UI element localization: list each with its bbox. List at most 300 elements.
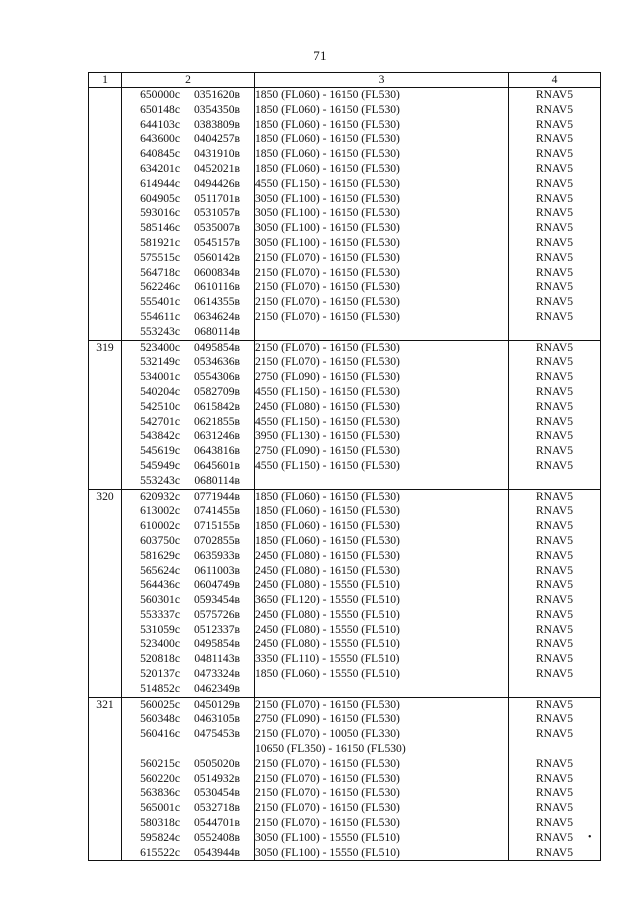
- navigation-spec-cell: RNAV5: [509, 340, 601, 355]
- latitude: 585146с: [140, 221, 180, 235]
- longitude: 0552408в: [193, 830, 240, 844]
- navigation-spec-cell: RNAV5: [509, 266, 601, 281]
- longitude: 0535007в: [193, 221, 240, 235]
- table-row: [89, 608, 601, 623]
- flight-levels-cell: 1850 (FL060) - 16150 (FL530): [255, 132, 509, 147]
- navigation-spec-cell: RNAV5: [509, 221, 601, 236]
- coordinates-cell: [122, 578, 255, 593]
- column-header-2: 2: [122, 73, 255, 88]
- table-row: [89, 370, 601, 385]
- flight-levels-cell: 2150 (FL070) - 16150 (FL530): [255, 786, 509, 801]
- route-number-cell: [89, 162, 122, 177]
- flight-levels-cell: 2150 (FL070) - 16150 (FL530): [255, 697, 509, 712]
- longitude: 0514932в: [193, 771, 240, 785]
- flight-levels-cell: 2150 (FL070) - 10050 (FL330): [255, 727, 509, 742]
- flight-levels-cell: 2450 (FL080) - 15550 (FL510): [255, 578, 509, 593]
- route-number-cell: 320: [89, 489, 122, 504]
- flight-levels-cell: 3050 (FL100) - 16150 (FL530): [255, 206, 509, 221]
- table-row: [89, 816, 601, 831]
- latitude: 610002с: [140, 519, 180, 533]
- table-row: [89, 667, 601, 682]
- latitude: 555401с: [140, 295, 180, 309]
- table-row: [89, 88, 601, 103]
- latitude: 560301с: [140, 593, 180, 607]
- navigation-spec-cell: RNAV5: [509, 385, 601, 400]
- flight-levels-cell: 2150 (FL070) - 16150 (FL530): [255, 772, 509, 787]
- table-row: [89, 310, 601, 325]
- table-row: [89, 266, 601, 281]
- flight-levels-cell: 2150 (FL070) - 16150 (FL530): [255, 355, 509, 370]
- route-number-cell: [89, 325, 122, 340]
- coordinates-cell: [122, 444, 255, 459]
- route-number-cell: [89, 742, 122, 757]
- flight-levels-cell: 4550 (FL150) - 16150 (FL530): [255, 177, 509, 192]
- flight-levels-cell: 1850 (FL060) - 16150 (FL530): [255, 519, 509, 534]
- route-number-cell: [89, 831, 122, 846]
- flight-levels-cell: 4550 (FL150) - 16150 (FL530): [255, 415, 509, 430]
- navigation-spec-cell: [509, 742, 601, 757]
- route-number-cell: [89, 310, 122, 325]
- table-body: [89, 88, 601, 861]
- flight-levels-cell: 2750 (FL090) - 16150 (FL530): [255, 444, 509, 459]
- longitude: 0452021в: [193, 161, 240, 175]
- longitude: 0495854в: [193, 637, 240, 651]
- flight-levels-cell: 2150 (FL070) - 16150 (FL530): [255, 816, 509, 831]
- coordinates-cell: [122, 385, 255, 400]
- longitude: 0481143в: [194, 652, 240, 666]
- longitude: 0511701в: [194, 191, 240, 205]
- latitude: 542510с: [140, 399, 180, 413]
- latitude: 553337с: [140, 607, 180, 621]
- route-number-cell: [89, 623, 122, 638]
- stray-mark: •: [588, 832, 592, 843]
- route-table: [88, 72, 601, 861]
- coordinates-cell: [122, 459, 255, 474]
- flight-levels-cell: 1850 (FL060) - 16150 (FL530): [255, 147, 509, 162]
- coordinates-cell: [122, 251, 255, 266]
- navigation-spec-cell: RNAV5: [509, 772, 601, 787]
- route-number-cell: [89, 593, 122, 608]
- latitude: 553243с: [140, 324, 180, 338]
- navigation-spec-cell: RNAV5: [509, 489, 601, 504]
- longitude: 0463105в: [193, 712, 240, 726]
- latitude: 620932с: [140, 489, 180, 503]
- table-row: [89, 534, 601, 549]
- flight-levels-cell: 2450 (FL080) - 15550 (FL510): [255, 623, 509, 638]
- navigation-spec-cell: RNAV5: [509, 652, 601, 667]
- navigation-spec-cell: RNAV5: [509, 355, 601, 370]
- longitude: 0351620в: [193, 88, 240, 101]
- table-row: [89, 772, 601, 787]
- longitude: 0473324в: [193, 667, 240, 681]
- flight-levels-cell: 3050 (FL100) - 16150 (FL530): [255, 192, 509, 207]
- latitude: 575515с: [140, 250, 180, 264]
- table-row: [89, 177, 601, 192]
- latitude: 523400с: [140, 340, 180, 354]
- navigation-spec-cell: RNAV5: [509, 444, 601, 459]
- navigation-spec-cell: RNAV5: [509, 147, 601, 162]
- navigation-spec-cell: RNAV5: [509, 370, 601, 385]
- coordinates-cell: [122, 593, 255, 608]
- route-number-cell: 321: [89, 697, 122, 712]
- latitude: 560025с: [140, 697, 180, 711]
- table-row: [89, 578, 601, 593]
- route-number-cell: [89, 801, 122, 816]
- latitude: 520137с: [140, 667, 180, 681]
- latitude: 560348с: [140, 712, 180, 726]
- latitude: 553243с: [140, 473, 180, 487]
- coordinates-cell: [122, 489, 255, 504]
- coordinates-cell: [122, 831, 255, 846]
- longitude: 0404257в: [193, 132, 240, 146]
- coordinates-cell: [122, 712, 255, 727]
- coordinates-cell: [122, 549, 255, 564]
- table-row: [89, 162, 601, 177]
- latitude: 614944с: [140, 176, 180, 190]
- flight-levels-cell: 2150 (FL070) - 16150 (FL530): [255, 310, 509, 325]
- table-row: [89, 652, 601, 667]
- coordinates-cell: [122, 370, 255, 385]
- route-number-cell: [89, 504, 122, 519]
- page-number: 71: [313, 48, 327, 63]
- coordinates-cell: [122, 400, 255, 415]
- table-row: [89, 295, 601, 310]
- longitude: 0593454в: [193, 593, 240, 607]
- flight-levels-cell: 2150 (FL070) - 16150 (FL530): [255, 266, 509, 281]
- navigation-spec-cell: RNAV5: [509, 118, 601, 133]
- longitude: 0611003в: [194, 563, 240, 577]
- coordinates-cell: [122, 772, 255, 787]
- navigation-spec-cell: RNAV5: [509, 519, 601, 534]
- latitude: 514852с: [140, 681, 180, 695]
- table-row: [89, 519, 601, 534]
- table-row: [89, 429, 601, 444]
- latitude: 563836с: [140, 786, 180, 800]
- table-row: [89, 682, 601, 697]
- navigation-spec-cell: RNAV5: [509, 534, 601, 549]
- route-number-cell: [89, 549, 122, 564]
- navigation-spec-cell: RNAV5: [509, 712, 601, 727]
- navigation-spec-cell: RNAV5: [509, 236, 601, 251]
- flight-levels-cell: 2150 (FL070) - 16150 (FL530): [255, 280, 509, 295]
- route-number-cell: [89, 846, 122, 861]
- coordinates-cell: [122, 88, 255, 103]
- flight-levels-cell: 1850 (FL060) - 16150 (FL530): [255, 88, 509, 103]
- table-row: [89, 340, 601, 355]
- longitude: 0354350в: [193, 102, 240, 116]
- flight-levels-cell: 3650 (FL120) - 15550 (FL510): [255, 593, 509, 608]
- table-row: [89, 251, 601, 266]
- latitude: 543842с: [140, 429, 180, 443]
- latitude: 560220с: [140, 771, 180, 785]
- latitude: 564436с: [140, 578, 180, 592]
- route-number-cell: [89, 280, 122, 295]
- navigation-spec-cell: RNAV5: [509, 295, 601, 310]
- route-number-cell: [89, 177, 122, 192]
- latitude: 565001с: [140, 801, 180, 815]
- coordinates-cell: [122, 801, 255, 816]
- longitude: 0604749в: [193, 578, 240, 592]
- navigation-spec-cell: RNAV5: [509, 801, 601, 816]
- longitude: 0610116в: [194, 280, 240, 294]
- coordinates-cell: [122, 177, 255, 192]
- route-number-cell: [89, 118, 122, 133]
- longitude: 0645601в: [193, 458, 240, 472]
- route-number-cell: [89, 534, 122, 549]
- flight-levels-cell: 3950 (FL130) - 16150 (FL530): [255, 429, 509, 444]
- flight-levels-cell: 1850 (FL060) - 16150 (FL530): [255, 489, 509, 504]
- flight-levels-cell: 2150 (FL070) - 16150 (FL530): [255, 295, 509, 310]
- navigation-spec-cell: RNAV5: [509, 504, 601, 519]
- table-row: [89, 192, 601, 207]
- coordinates-cell: [122, 816, 255, 831]
- longitude: 0614355в: [193, 295, 240, 309]
- coordinates-cell: [122, 637, 255, 652]
- longitude: 0544701в: [193, 816, 240, 830]
- navigation-spec-cell: RNAV5: [509, 816, 601, 831]
- latitude: 534001с: [140, 370, 180, 384]
- navigation-spec-cell: RNAV5: [509, 757, 601, 772]
- coordinates-cell: [122, 742, 255, 757]
- longitude: 0680114в: [194, 473, 240, 487]
- longitude: 0771944в: [193, 489, 240, 503]
- flight-levels-cell: 4550 (FL150) - 16150 (FL530): [255, 459, 509, 474]
- longitude: 0545157в: [193, 235, 240, 249]
- navigation-spec-cell: RNAV5: [509, 192, 601, 207]
- longitude: 0582709в: [193, 384, 240, 398]
- longitude: 0462349в: [193, 681, 240, 695]
- coordinates-cell: [122, 310, 255, 325]
- coordinates-cell: [122, 236, 255, 251]
- navigation-spec-cell: RNAV5: [509, 251, 601, 266]
- latitude: 613002с: [140, 504, 180, 518]
- route-number-cell: [89, 519, 122, 534]
- longitude: 0530454в: [193, 786, 240, 800]
- flight-levels-cell: 3050 (FL100) - 15550 (FL510): [255, 846, 509, 861]
- route-number-cell: [89, 192, 122, 207]
- route-number-cell: [89, 147, 122, 162]
- latitude: 545949с: [140, 458, 180, 472]
- navigation-spec-cell: RNAV5: [509, 564, 601, 579]
- table-row: [89, 801, 601, 816]
- flight-levels-cell: [255, 325, 509, 340]
- coordinates-cell: [122, 519, 255, 534]
- route-number-cell: [89, 415, 122, 430]
- longitude: 0680114в: [194, 324, 240, 338]
- route-number-cell: [89, 564, 122, 579]
- table-row: [89, 727, 601, 742]
- longitude: 0631246в: [193, 429, 240, 443]
- flight-levels-cell: 10650 (FL350) - 16150 (FL530): [255, 742, 509, 757]
- route-number-cell: [89, 727, 122, 742]
- navigation-spec-cell: RNAV5: [509, 429, 601, 444]
- longitude: 0534636в: [193, 355, 240, 369]
- navigation-spec-cell: RNAV5: [509, 280, 601, 295]
- latitude: 564718с: [140, 265, 180, 279]
- route-number-cell: [89, 444, 122, 459]
- latitude: 542701с: [140, 414, 180, 428]
- navigation-spec-cell: RNAV5: [509, 459, 601, 474]
- navigation-spec-cell: RNAV5: [509, 132, 601, 147]
- latitude: 643600с: [140, 132, 180, 146]
- coordinates-cell: [122, 564, 255, 579]
- flight-levels-cell: 2150 (FL070) - 16150 (FL530): [255, 757, 509, 772]
- navigation-spec-cell: RNAV5: [509, 578, 601, 593]
- coordinates-cell: [122, 504, 255, 519]
- route-number-cell: [89, 459, 122, 474]
- flight-levels-cell: 3050 (FL100) - 15550 (FL510): [255, 831, 509, 846]
- navigation-spec-cell: RNAV5: [509, 667, 601, 682]
- coordinates-cell: [122, 325, 255, 340]
- longitude: 0554306в: [193, 370, 240, 384]
- route-number-cell: [89, 578, 122, 593]
- table-row: [89, 637, 601, 652]
- latitude: 545619с: [140, 444, 180, 458]
- table-row: [89, 400, 601, 415]
- longitude: 0531057в: [193, 206, 240, 220]
- coordinates-cell: [122, 147, 255, 162]
- navigation-spec-cell: [509, 325, 601, 340]
- latitude: 531059с: [140, 622, 180, 636]
- table-row: [89, 504, 601, 519]
- table-row: [89, 831, 601, 846]
- latitude: 562246с: [140, 280, 180, 294]
- route-number-cell: [89, 236, 122, 251]
- navigation-spec-cell: RNAV5: [509, 623, 601, 638]
- flight-levels-cell: 3050 (FL100) - 16150 (FL530): [255, 236, 509, 251]
- navigation-spec-cell: RNAV5: [509, 206, 601, 221]
- longitude: 0560142в: [193, 250, 240, 264]
- latitude: 650148с: [140, 102, 180, 116]
- coordinates-cell: [122, 474, 255, 489]
- column-header-3: 3: [255, 73, 509, 88]
- coordinates-cell: [122, 727, 255, 742]
- route-number-cell: [89, 103, 122, 118]
- table-row: [89, 221, 601, 236]
- latitude: 580318с: [140, 816, 180, 830]
- route-number-cell: [89, 429, 122, 444]
- longitude: 0575726в: [193, 607, 240, 621]
- route-number-cell: [89, 370, 122, 385]
- coordinates-cell: [122, 682, 255, 697]
- table-row: [89, 742, 601, 757]
- longitude: 0450129в: [193, 697, 240, 711]
- route-number-cell: 319: [89, 340, 122, 355]
- route-number-cell: [89, 786, 122, 801]
- latitude: 581629с: [140, 548, 180, 562]
- longitude: 0512337в: [193, 622, 240, 636]
- coordinates-cell: [122, 118, 255, 133]
- flight-levels-cell: 1850 (FL060) - 16150 (FL530): [255, 103, 509, 118]
- longitude: 0495854в: [193, 340, 240, 354]
- latitude: 615522с: [140, 845, 180, 859]
- route-number-cell: [89, 221, 122, 236]
- coordinates-cell: [122, 355, 255, 370]
- longitude: 0621855в: [193, 414, 240, 428]
- navigation-spec-cell: RNAV5: [509, 593, 601, 608]
- navigation-spec-cell: RNAV5: [509, 608, 601, 623]
- navigation-spec-cell: RNAV5: [509, 103, 601, 118]
- coordinates-cell: [122, 206, 255, 221]
- table-row: [89, 623, 601, 638]
- flight-levels-cell: 3350 (FL110) - 15550 (FL510): [255, 652, 509, 667]
- table-row: [89, 206, 601, 221]
- navigation-spec-cell: RNAV5: [509, 727, 601, 742]
- coordinates-cell: [122, 786, 255, 801]
- flight-levels-cell: 2450 (FL080) - 16150 (FL530): [255, 549, 509, 564]
- table-row: [89, 355, 601, 370]
- coordinates-cell: [122, 280, 255, 295]
- longitude: 0505020в: [193, 756, 240, 770]
- latitude: 640845с: [140, 147, 180, 161]
- latitude: 560215с: [140, 756, 180, 770]
- navigation-spec-cell: RNAV5: [509, 310, 601, 325]
- latitude: 554611с: [140, 309, 180, 323]
- flight-levels-cell: 4550 (FL150) - 16150 (FL530): [255, 385, 509, 400]
- coordinates-cell: [122, 608, 255, 623]
- coordinates-cell: [122, 697, 255, 712]
- latitude: 644103с: [140, 117, 180, 131]
- route-number-cell: [89, 608, 122, 623]
- table-row: [89, 385, 601, 400]
- coordinates-cell: [122, 340, 255, 355]
- route-number-cell: [89, 816, 122, 831]
- latitude: 540204с: [140, 384, 180, 398]
- flight-levels-cell: 2750 (FL090) - 16150 (FL530): [255, 370, 509, 385]
- route-number-cell: [89, 474, 122, 489]
- coordinates-cell: [122, 295, 255, 310]
- navigation-spec-cell: RNAV5: [509, 786, 601, 801]
- route-number-cell: [89, 206, 122, 221]
- route-number-cell: [89, 652, 122, 667]
- route-number-cell: [89, 637, 122, 652]
- longitude: 0635933в: [193, 548, 240, 562]
- table-row: [89, 118, 601, 133]
- table-row: [89, 712, 601, 727]
- flight-levels-cell: [255, 682, 509, 697]
- latitude: 634201с: [140, 161, 180, 175]
- route-number-cell: [89, 385, 122, 400]
- table-header-row: [89, 73, 601, 88]
- table-row: [89, 786, 601, 801]
- table-row: [89, 474, 601, 489]
- coordinates-cell: [122, 415, 255, 430]
- table-row: [89, 444, 601, 459]
- route-number-cell: [89, 712, 122, 727]
- latitude: 593016с: [140, 206, 180, 220]
- table-row: [89, 415, 601, 430]
- table-row: [89, 846, 601, 861]
- coordinates-cell: [122, 103, 255, 118]
- latitude: 565624с: [140, 563, 180, 577]
- coordinates-cell: [122, 132, 255, 147]
- table-row: [89, 489, 601, 504]
- longitude: 0431910в: [193, 147, 240, 161]
- navigation-spec-cell: RNAV5: [509, 637, 601, 652]
- flight-levels-cell: 1850 (FL060) - 16150 (FL530): [255, 504, 509, 519]
- coordinates-cell: [122, 266, 255, 281]
- navigation-spec-cell: [509, 474, 601, 489]
- latitude: 650000с: [140, 88, 180, 101]
- route-number-cell: [89, 400, 122, 415]
- navigation-spec-cell: RNAV5: [509, 400, 601, 415]
- latitude: 560416с: [140, 727, 180, 741]
- table-row: [89, 757, 601, 772]
- longitude: 0634624в: [193, 309, 240, 323]
- latitude: 595824с: [140, 830, 180, 844]
- route-number-cell: [89, 682, 122, 697]
- flight-levels-cell: 2450 (FL080) - 15550 (FL510): [255, 608, 509, 623]
